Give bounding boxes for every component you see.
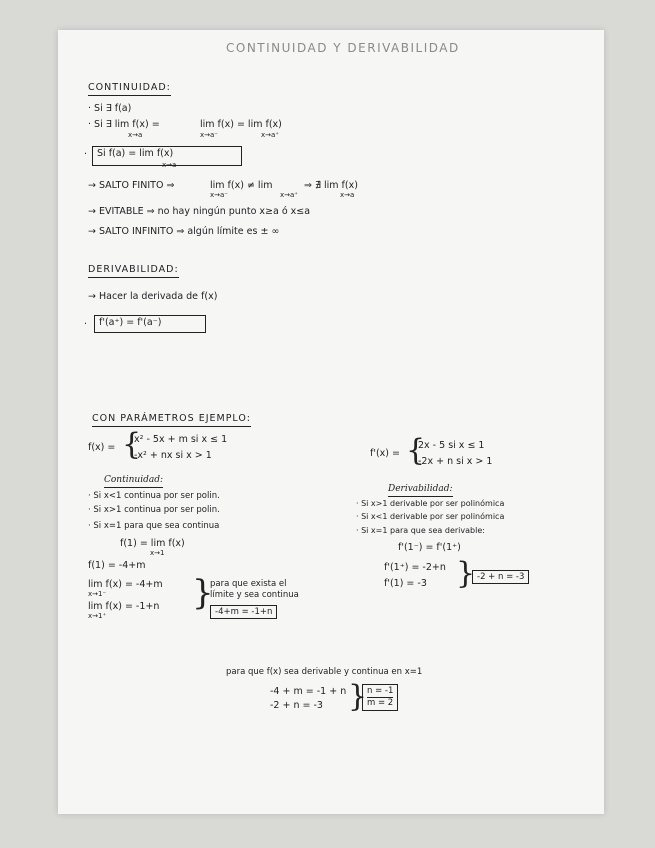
- dfx-row2: -2x + n si x > 1: [418, 456, 493, 467]
- ejemplo-der-heading: Derivabilidad:: [388, 483, 453, 497]
- ejemplo-der-a: f'(1⁺) = -2+n: [384, 562, 446, 573]
- ejemplo-lim1-sub: x→1⁻: [88, 590, 107, 598]
- salto-finito-sub1: x→a⁻: [210, 191, 228, 199]
- ejemplo-cont-heading: Continuidad:: [104, 474, 163, 488]
- continuidad-line2a: · Si ∃ lim f(x) =: [88, 119, 160, 130]
- derivabilidad-line1: → Hacer la derivada de f(x): [88, 291, 218, 302]
- fx-row1: x² - 5x + m si x ≤ 1: [134, 434, 228, 445]
- ejemplo-lim2-sub: x→1⁺: [88, 612, 107, 620]
- ejemplo-cont-note1: para que exista el: [210, 579, 287, 589]
- final-eq1: -4 + m = -1 + n: [270, 686, 347, 697]
- continuidad-heading: CONTINUIDAD:: [88, 82, 171, 96]
- continuidad-line2-sub2: x→a⁻: [200, 131, 218, 139]
- derivabilidad-boxed-text: f'(a⁺) = f'(a⁻): [99, 317, 162, 328]
- page-title: CONTINUIDAD Y DERIVABILIDAD: [226, 41, 460, 55]
- der-right-brace: }: [456, 556, 476, 591]
- ejemplo-cont2: · Si x>1 continua por ser polin.: [88, 505, 220, 515]
- ejemplo-der-eq: f'(1⁻) = f'(1⁺): [398, 542, 461, 553]
- final-text: para que f(x) sea derivable y continua en x=1: [226, 667, 423, 677]
- salto-finito-sub2: x→a⁺: [280, 191, 298, 199]
- salto-infinito: → SALTO INFINITO ⇒ algún límite es ± ∞: [88, 226, 280, 237]
- salto-finito-a: → SALTO FINITO ⇒: [88, 180, 175, 191]
- continuidad-boxed-text: Si f(a) = lim f(x): [97, 148, 174, 159]
- continuidad-line2-sub1: x→a: [128, 131, 143, 139]
- ejemplo-cont-eq-sub: x→1: [150, 549, 165, 557]
- cont-right-brace: }: [192, 573, 214, 613]
- ejemplo-der-box: -2 + n = -3: [472, 570, 529, 584]
- bullet: ·: [84, 319, 88, 330]
- salto-finito-c: ⇒ ∄ lim f(x): [304, 180, 358, 191]
- ejemplo-cont-box: -4+m = -1+n: [210, 605, 277, 619]
- fx-brace: {: [122, 427, 142, 462]
- ejemplo-lim2: lim f(x) = -1+n: [88, 601, 160, 612]
- evitable: → EVITABLE ⇒ no hay ningún punto x≥a ó x≤a: [88, 206, 311, 217]
- fx-row2: -x² + nx si x > 1: [134, 450, 212, 461]
- ejemplo-f1: f(1) = -4+m: [88, 560, 146, 571]
- ejemplo-der-b: f'(1) = -3: [384, 578, 427, 589]
- continuidad-line1: · Si ∃ f(a): [88, 103, 132, 114]
- derivabilidad-boxed: [94, 315, 206, 333]
- final-res2: m = 2: [367, 698, 394, 708]
- salto-finito-b: lim f(x) ≠ lim: [210, 180, 273, 191]
- ejemplo-der3: · Si x=1 para que sea derivable:: [356, 526, 485, 535]
- derivabilidad-heading: DERIVABILIDAD:: [88, 264, 179, 278]
- ejemplo-cont1: · Si x<1 continua por ser polin.: [88, 491, 220, 501]
- final-eq2: -2 + n = -3: [270, 700, 323, 711]
- ejemplo-cont3: · Si x=1 para que sea continua: [88, 521, 220, 531]
- salto-finito-sub3: x→a: [340, 191, 355, 199]
- fx-label: f(x) =: [88, 442, 116, 453]
- ejemplo-der1: · Si x>1 derivable por ser polinómica: [356, 499, 505, 508]
- final-result-box: [362, 684, 398, 711]
- dfx-label: f'(x) =: [370, 448, 400, 459]
- ejemplo-cont-note2: límite y sea continua: [210, 590, 299, 600]
- final-brace: }: [348, 679, 368, 714]
- notebook-page: [58, 30, 604, 814]
- continuidad-boxed-sub: x→a: [162, 161, 177, 169]
- final-res1: n = -1: [367, 686, 394, 696]
- dfx-brace: {: [406, 433, 426, 468]
- continuidad-line2b: lim f(x) = lim f(x): [200, 119, 282, 130]
- continuidad-line2-sub3: x→a⁺: [261, 131, 279, 139]
- bullet: ·: [84, 149, 88, 160]
- ejemplo-heading: CON PARÁMETROS EJEMPLO:: [92, 413, 251, 427]
- dfx-row1: 2x - 5 si x ≤ 1: [418, 440, 485, 451]
- ejemplo-lim1: lim f(x) = -4+m: [88, 579, 163, 590]
- ejemplo-der2: · Si x<1 derivable por ser polinómica: [356, 512, 505, 521]
- ejemplo-cont-eq: f(1) = lim f(x): [120, 538, 185, 549]
